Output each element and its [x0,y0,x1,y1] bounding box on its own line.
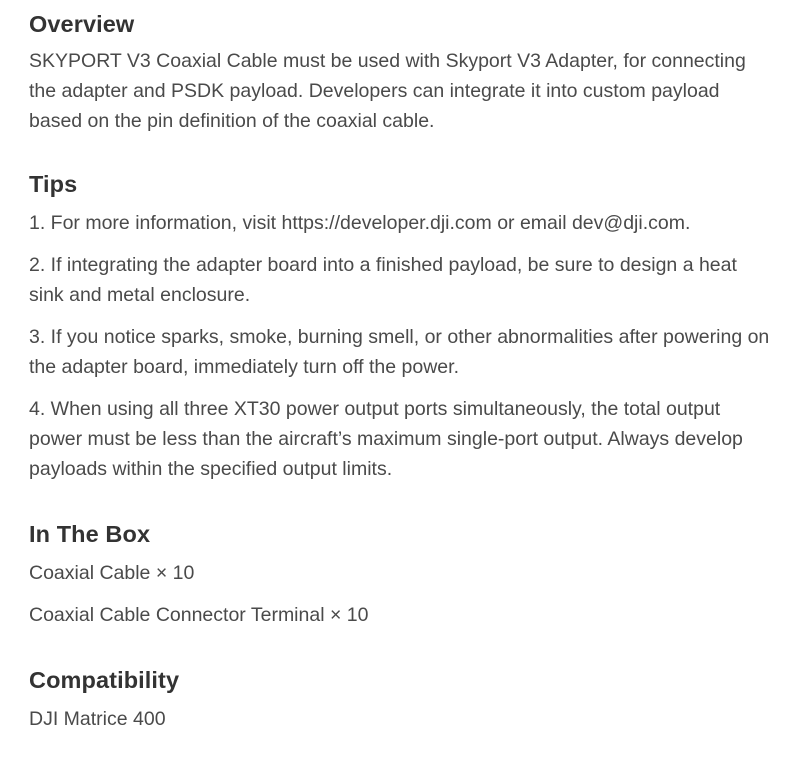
tips-section [29,168,775,484]
box-item-connector-terminal: Coaxial Cable Connector Terminal × 10 [29,604,369,626]
tip-item-2: 2. If integrating the adapter board into a finished payload, be sure to design a heat sink and metal enclosure. [29,254,737,306]
compatibility-heading: Compatibility [29,667,180,693]
box-item-coaxial-cable: Coaxial Cable × 10 [29,562,195,584]
tip-item-1: 1. For more information, visit https://developer.dji.com or email dev@dji.com. [29,212,691,234]
overview-text: SKYPORT V3 Coaxial Cable must be used with Skyport V3 Adapter, for connecting the adapter and PSDK payload. Developers can integrate it into custom payload based on the pin definition of the coaxial cable. [29,50,746,132]
in-the-box-section [29,518,775,630]
overview-section [29,8,775,136]
tips-heading: Tips [29,171,78,197]
compatibility-section [29,664,775,734]
overview-heading: Overview [29,11,135,37]
tip-item-3: 3. If you notice sparks, smoke, burning smell, or other abnormalities after powering on the adapter board, immediately turn off the power. [29,326,770,378]
compatibility-item-matrice-400: DJI Matrice 400 [29,708,166,730]
in-the-box-heading: In The Box [29,521,151,547]
tip-item-4: 4. When using all three XT30 power output ports simultaneously, the total output power must be less than the aircraft’s maximum single-port output. Always develop payloads within the specified output limits. [29,398,743,480]
